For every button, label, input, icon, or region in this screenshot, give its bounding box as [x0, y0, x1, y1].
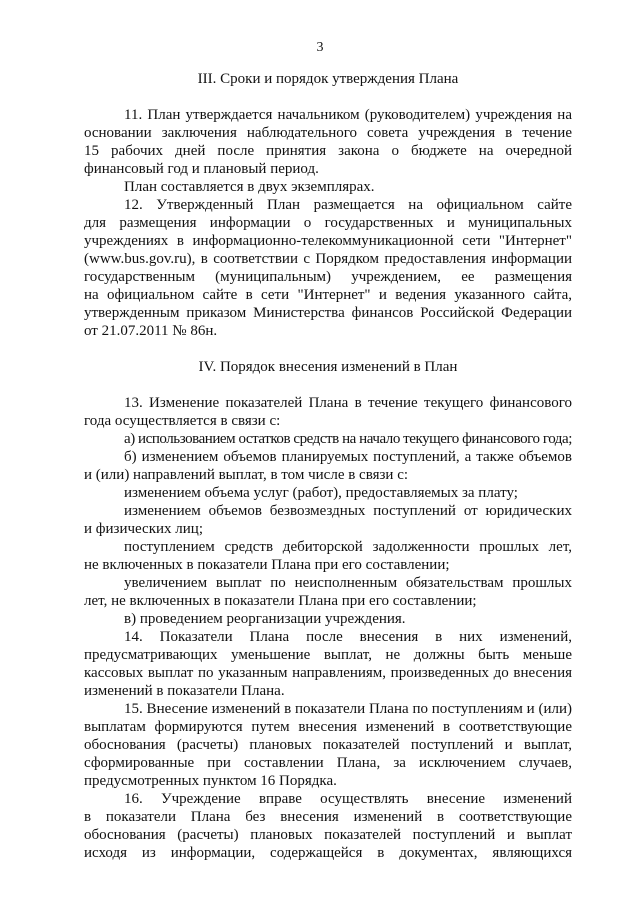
text-line: поступлением средств дебиторской задолженности прошлых лет,	[124, 539, 572, 555]
text-line: обоснования (расчеты) плановых показателей поступлений и выплат,	[84, 737, 572, 753]
text-line: учреждениях в информационно-телекоммуникационной сети "Интернет"	[84, 233, 572, 249]
text-line: изменением объемов безвозмездных поступлений от юридических	[124, 503, 572, 519]
text-line: и физических лиц;	[84, 521, 203, 537]
text-line: обоснования (расчеты) плановых показателей поступлений и выплат	[84, 827, 572, 843]
text-line: а) использованием остатков средств на начало текущего финансового года;	[124, 431, 572, 447]
section-3-heading: III. Сроки и порядок утверждения Плана	[197, 71, 459, 87]
text-line: кассовых выплат по указанным направлениям, произведенных до внесения	[84, 665, 572, 681]
text-line: в показатели Плана без внесения изменений в соответствующие	[84, 809, 572, 825]
text-line: изменений в показатели Плана.	[84, 683, 285, 699]
text-line: изменением объема услуг (работ), предоставляемых за плату;	[124, 485, 518, 501]
section-4-heading: IV. Порядок внесения изменений в План	[198, 359, 458, 375]
text-line: для размещения информации о государственных и муниципальных	[84, 215, 572, 231]
text-line: предусматривающих уменьшение выплат, не должны быть меньше	[84, 647, 572, 663]
text-line: 11. План утверждается начальником (руководителем) учреждения на	[124, 107, 572, 123]
text-line: увеличением выплат по неисполненным обязательствам прошлых	[124, 575, 572, 591]
text-line: от 21.07.2011 № 86н.	[84, 323, 218, 339]
text-line: 14. Показатели Плана после внесения в них изменений,	[124, 629, 572, 645]
text-line: на официальном сайте в сети "Интернет" и ведения указанного сайта,	[84, 287, 572, 303]
text-line: предусмотренных пунктом 16 Порядка.	[84, 773, 337, 789]
text-line: лет, не включенных в показатели Плана при его составлении;	[84, 593, 477, 609]
text-line: (www.bus.gov.ru), в соответствии с Порядком предоставления информации	[84, 251, 572, 267]
text-line: исходя из информации, содержащейся в документах, являющихся	[84, 845, 572, 861]
text-line: сформированные при составлении Плана, за исключением случаев,	[84, 755, 572, 771]
text-line: 13. Изменение показателей Плана в течение текущего финансового	[124, 395, 572, 411]
text-line: 16. Учреждение вправе осуществлять внесение изменений	[124, 791, 572, 807]
text-line: План составляется в двух экземплярах.	[124, 179, 375, 195]
text-line: 12. Утвержденный План размещается на официальном сайте	[124, 197, 572, 213]
text-line: года осуществляется в связи с:	[84, 413, 281, 429]
text-line: не включенных в показатели Плана при его составлении;	[84, 557, 450, 573]
page-number: 3	[316, 40, 324, 55]
text-line: финансовый год и плановый период.	[84, 161, 319, 177]
text-line: 15. Внесение изменений в показатели Плана по поступлениям и (или)	[124, 701, 572, 717]
text-line: и (или) направлений выплат, в том числе в связи с:	[84, 467, 409, 483]
text-line: б) изменением объемов планируемых поступлений, а также объемов	[124, 449, 572, 465]
text-line: 15 рабочих дней после принятия закона о бюджете на очередной	[84, 143, 572, 159]
text-line: выплатам формируются путем внесения изменений в соответствующие	[84, 719, 572, 735]
text-line: в) проведением реорганизации учреждения.	[124, 611, 406, 627]
text-line: государственным (муниципальным) учреждением, ее размещения	[84, 269, 572, 285]
text-line: утвержденным приказом Министерства финансов Российской Федерации	[84, 305, 572, 321]
text-line: основании заключения наблюдательного совета учреждения в течение	[84, 125, 572, 141]
